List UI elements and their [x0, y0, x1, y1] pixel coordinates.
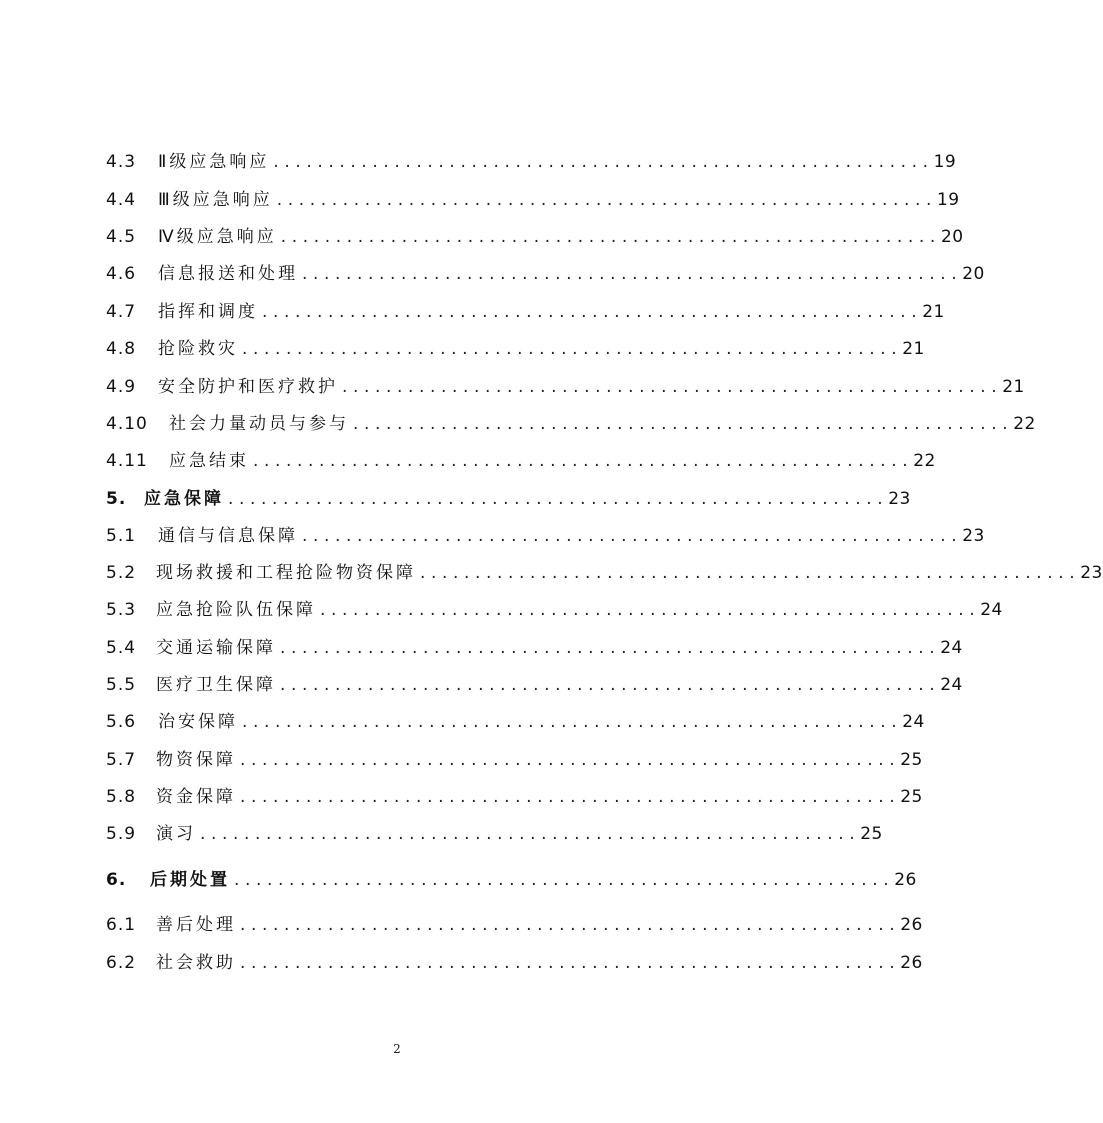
- dot-leader: ............................................................: [420, 563, 1081, 583]
- section-number: 5.9: [106, 824, 137, 844]
- section-number: 4.6: [106, 264, 137, 284]
- toc-entry-4-10[interactable]: [106, 410, 1036, 438]
- section-title: 指挥和调度: [158, 302, 258, 322]
- page-number: 24: [940, 638, 963, 658]
- section-number: 6.2: [106, 953, 137, 973]
- section-title: 应急抢险队伍保障: [156, 600, 316, 620]
- toc-entry-6[interactable]: [106, 866, 917, 894]
- toc-entry-5-9[interactable]: [106, 820, 883, 848]
- dot-leader: ............................................................: [240, 787, 901, 807]
- section-number: 5.4: [106, 638, 137, 658]
- dot-leader: ............................................................: [242, 339, 903, 359]
- section-number: 4.10: [106, 414, 148, 434]
- section-number: 4.9: [106, 377, 137, 397]
- page-number: 22: [1013, 414, 1036, 434]
- dot-leader: ............................................................: [280, 675, 941, 695]
- section-title: 医疗卫生保障: [156, 675, 276, 695]
- toc-entry-5[interactable]: [106, 485, 911, 513]
- toc-entry-4-8[interactable]: [106, 335, 925, 363]
- section-number: 5.1: [106, 526, 137, 546]
- section-number: 5.2: [106, 563, 137, 583]
- section-title: 现场救援和工程抢险物资保障: [156, 563, 416, 583]
- page-number: 22: [913, 451, 936, 471]
- dot-leader: ............................................................: [240, 953, 901, 973]
- page-number: 24: [980, 600, 1003, 620]
- section-number: 5.7: [106, 750, 137, 770]
- section-number: 6.: [106, 870, 127, 890]
- page-number: 20: [940, 227, 964, 247]
- toc-entry-6-1[interactable]: [106, 911, 923, 939]
- dot-leader: ............................................................: [320, 600, 981, 620]
- section-title: 信息报送和处理: [158, 264, 298, 284]
- section-number: 4.3: [106, 152, 137, 172]
- dot-leader: ............................................................: [280, 227, 941, 247]
- dot-leader: ............................................................: [302, 264, 963, 284]
- toc-entry-4-4[interactable]: [106, 186, 960, 214]
- toc-entry-4-5[interactable]: [106, 223, 964, 251]
- section-title: 应急保障: [144, 489, 224, 509]
- toc-entry-4-3[interactable]: [106, 148, 957, 176]
- section-title: Ⅱ级应急响应: [158, 152, 270, 172]
- section-title: 善后处理: [156, 915, 236, 935]
- toc-entry-4-7[interactable]: [106, 298, 945, 326]
- page-number: 21: [1002, 377, 1025, 397]
- section-title: 社会救助: [156, 953, 236, 973]
- section-number: 4.11: [106, 451, 148, 471]
- section-number: 4.5: [106, 227, 137, 247]
- section-title: 安全防护和医疗救护: [158, 377, 338, 397]
- dot-leader: ............................................................: [280, 638, 941, 658]
- section-title: 物资保障: [156, 750, 236, 770]
- dot-leader: ............................................................: [276, 190, 937, 210]
- page-number: 23: [962, 526, 985, 546]
- section-number: 4.7: [106, 302, 137, 322]
- section-number: 5.8: [106, 787, 137, 807]
- dot-leader: ............................................................: [242, 712, 903, 732]
- section-title: 资金保障: [156, 787, 236, 807]
- section-number: 6.1: [106, 915, 137, 935]
- page-number: 26: [900, 953, 923, 973]
- section-number: 5.6: [106, 712, 137, 732]
- toc-entry-6-2[interactable]: [106, 949, 923, 977]
- section-title: Ⅲ级应急响应: [158, 190, 273, 210]
- toc-entry-4-11[interactable]: [106, 447, 936, 475]
- section-number: 5.3: [106, 600, 137, 620]
- dot-leader: ............................................................: [200, 824, 861, 844]
- section-number: 4.4: [106, 190, 137, 210]
- page-number: 20: [962, 264, 985, 284]
- toc-entry-4-6[interactable]: [106, 260, 985, 288]
- dot-leader: ............................................................: [228, 489, 889, 509]
- section-number: 5.: [106, 489, 127, 509]
- section-title: 通信与信息保障: [158, 526, 298, 546]
- section-title: 后期处置: [150, 870, 230, 890]
- page-number: 26: [894, 870, 917, 890]
- section-title: 社会力量动员与参与: [169, 414, 349, 434]
- section-title: Ⅳ级应急响应: [158, 227, 277, 247]
- dot-leader: ............................................................: [240, 915, 901, 935]
- page-number: 24: [902, 712, 925, 732]
- toc-entry-5-6[interactable]: [106, 708, 925, 736]
- section-title: 抢险救灾: [158, 339, 238, 359]
- toc-entry-5-1[interactable]: [106, 522, 985, 550]
- section-title: 治安保障: [158, 712, 238, 732]
- page-number: 19: [936, 190, 960, 210]
- section-number: 4.8: [106, 339, 137, 359]
- toc-entry-4-9[interactable]: [106, 373, 1025, 401]
- page-number: 24: [940, 675, 963, 695]
- dot-leader: ............................................................: [302, 526, 963, 546]
- dot-leader: ............................................................: [262, 302, 923, 322]
- toc-entry-5-7[interactable]: [106, 746, 923, 774]
- toc-entry-5-3[interactable]: [106, 596, 1003, 624]
- dot-leader: ............................................................: [353, 414, 1014, 434]
- toc-entry-5-2[interactable]: [106, 559, 1103, 587]
- page-number: 25: [900, 750, 923, 770]
- dot-leader: ............................................................: [273, 152, 934, 172]
- footer-page-number: 2: [393, 1042, 401, 1056]
- page-number: 23: [1080, 563, 1103, 583]
- page-number: 25: [900, 787, 923, 807]
- page-number: 21: [902, 339, 925, 359]
- section-number: 5.5: [106, 675, 137, 695]
- dot-leader: ............................................................: [234, 870, 895, 890]
- page-number: 21: [922, 302, 945, 322]
- section-title: 演习: [156, 824, 196, 844]
- dot-leader: ............................................................: [253, 451, 914, 471]
- dot-leader: ............................................................: [240, 750, 901, 770]
- toc-entry-5-4[interactable]: [106, 634, 963, 662]
- page-number: 23: [888, 489, 911, 509]
- dot-leader: ............................................................: [342, 377, 1003, 397]
- toc-entry-5-5[interactable]: [106, 671, 963, 699]
- page-number: 19: [933, 152, 957, 172]
- section-title: 交通运输保障: [156, 638, 276, 658]
- section-title: 应急结束: [169, 451, 249, 471]
- toc-entry-5-8[interactable]: [106, 783, 923, 811]
- page-number: 25: [860, 824, 883, 844]
- page-number: 26: [900, 915, 923, 935]
